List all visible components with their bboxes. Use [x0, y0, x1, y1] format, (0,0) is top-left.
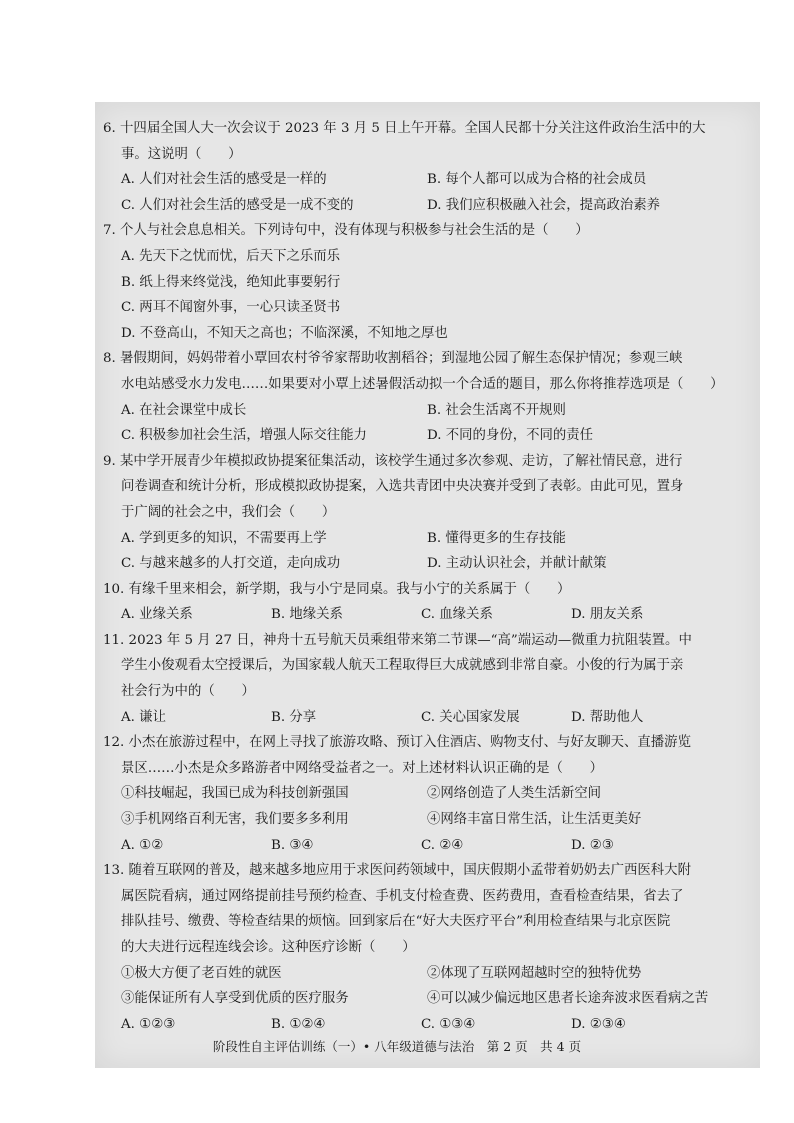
- option-c: C. ②④: [421, 837, 464, 853]
- question-stem-line: 9. 某中学开展青少年模拟政协提案征集活动，该校学生通过多次参观、走访，了解社情民意，进行: [103, 453, 683, 469]
- option-d: D. 帮助他人: [571, 709, 644, 725]
- option-b: B. ③④: [271, 837, 314, 853]
- statements-row: [103, 961, 758, 987]
- question-11: [103, 628, 758, 730]
- question-stem-line: 水电站感受水力发电……如果要对小覃上述暑假活动拟一个合适的题目，那么你将推荐选项是（ ）: [121, 376, 724, 392]
- statement-2: ②网络创造了人类生活新空间: [427, 786, 602, 802]
- statement-4: ④网络丰富日常生活，让生活更美好: [427, 812, 642, 828]
- option-d: D. ②③④: [571, 1016, 626, 1032]
- statements-row: [103, 781, 758, 807]
- question-10: [103, 577, 758, 628]
- question-stem-line: 7. 个人与社会息息相关。下列诗句中，没有体现与积极参与社会生活的是（ ）: [103, 223, 589, 239]
- statements-row: [103, 807, 758, 833]
- option-d: D. 主动认识社会，并献计献策: [427, 556, 607, 572]
- options-row: [103, 526, 758, 552]
- option-b: B. 每个人都可以成为合格的社会成员: [427, 172, 647, 188]
- option-b: B. 分享: [271, 709, 317, 725]
- question-stem-line: 景区……小杰是众多路游者中网络受益者之一。对上述材料认识正确的是（ ）: [121, 760, 604, 776]
- question-8: [103, 346, 758, 448]
- question-stem-line: 于广阔的社会之中，我们会（ ）: [121, 504, 336, 520]
- option-c: C. 关心国家发展: [421, 709, 520, 725]
- question-stem-line: 属医院看病，通过网络提前挂号预约检查、手机支付检查费、医药费用，查看检查结果，省去了: [121, 888, 684, 904]
- option-c: C. 人们对社会生活的感受是一成不变的: [121, 197, 354, 213]
- question-stem-line: 8. 暑假期间，妈妈带着小覃回农村爷爷家帮助收割稻谷；到湿地公园了解生态保护情况；参观三峡: [103, 351, 683, 367]
- question-stem-line: 13. 随着互联网的普及，越来越多地应用于求医问药领域中，国庆假期小孟带着奶奶去广西医科大附: [103, 863, 691, 879]
- question-stem-line: 6. 十四届全国人大一次会议于 2023 年 3 月 5 日上午开幕。全国人民都十分关注这件政治生活中的大: [103, 121, 706, 136]
- option-b: B. 纸上得来终觉浅，绝知此事要躬行: [121, 274, 341, 290]
- statement-1: ①科技崛起，我国已成为科技创新强国: [121, 786, 349, 802]
- option-b: B. 社会生活离不开规则: [427, 402, 566, 418]
- question-7: [103, 218, 758, 346]
- question-stem-line: 11. 2023 年 5 月 27 日，神舟十五号航天员乘组带来第二节课—“高”端运动—微重力抗阻装置。中: [103, 632, 692, 648]
- statement-3: ③手机网络百利无害，我们要多多利用: [121, 812, 349, 828]
- question-stem-line: 的大夫进行远程连线会诊。这种医疗诊断（ ）: [121, 940, 416, 955]
- option-a: A. 学到更多的知识，不需要再上学: [121, 530, 327, 546]
- options-row: [103, 833, 758, 859]
- statement-4: ④可以减少偏远地区患者长途奔波求医看病之苦: [427, 991, 709, 1007]
- option-b: B. 地缘关系: [271, 607, 343, 623]
- options-row: [103, 423, 758, 449]
- question-9: [103, 449, 758, 577]
- options-row: [103, 193, 758, 219]
- options-row: [103, 398, 758, 424]
- option-c: C. 血缘关系: [421, 607, 493, 623]
- options-row: [103, 705, 758, 731]
- option-c: C. 积极参加社会生活，增强人际交往能力: [121, 428, 367, 444]
- option-d: D. 不登高山，不知天之高也；不临深溪，不知地之厚也: [121, 325, 448, 341]
- option-d: D. 我们应积极融入社会，提高政治素养: [427, 197, 661, 213]
- option-c: C. 两耳不闻窗外事，一心只读圣贤书: [121, 300, 341, 316]
- statements-row: [103, 986, 758, 1012]
- question-stem-line: 社会行为中的（ ）: [121, 684, 255, 700]
- question-stem-line: 排队挂号、缴费、等检查结果的烦恼。回到家后在“好大夫医疗平台”利用检查结果与北京医院: [121, 914, 671, 930]
- question-list: [103, 116, 758, 1037]
- statement-1: ①极大方便了老百姓的就医: [121, 965, 282, 981]
- option-c: C. ①③④: [421, 1016, 476, 1032]
- option-b: B. ①②④: [271, 1016, 326, 1032]
- option-d: D. ②③: [571, 837, 614, 853]
- options-row: [103, 167, 758, 193]
- option-c: C. 与越来越多的人打交道，走向成功: [121, 556, 341, 572]
- option-a: A. ①②: [121, 837, 164, 853]
- statement-3: ③能保证所有人享受到优质的医疗服务: [121, 991, 349, 1007]
- option-a: A. 先天下之忧而忧，后天下之乐而乐: [121, 248, 341, 264]
- option-a: A. 业缘关系: [121, 607, 193, 623]
- question-13: [103, 858, 758, 1037]
- question-stem-line: 10. 有缘千里来相会，新学期，我与小宁是同桌。我与小宁的关系属于（ ）: [103, 581, 571, 597]
- options-row: [103, 602, 758, 628]
- option-d: D. 不同的身份，不同的责任: [427, 428, 594, 444]
- question-6: [103, 116, 758, 218]
- option-a: A. 在社会课堂中成长: [121, 402, 247, 418]
- option-b: B. 懂得更多的生存技能: [427, 530, 566, 546]
- question-stem-line: 问卷调查和统计分析，形成模拟政协提案，入选共青团中央决赛并受到了表彰。由此可见，置身: [121, 479, 684, 495]
- question-stem-line: 事。这说明（ ）: [121, 146, 242, 162]
- option-a: A. ①②③: [121, 1016, 176, 1032]
- page-footer: 阶段性自主评估训练（一）• 八年级道德与法治 第 2 页 共 4 页: [212, 1039, 582, 1054]
- option-d: D. 朋友关系: [571, 607, 644, 623]
- statement-2: ②体现了互联网超越时空的独特优势: [427, 965, 642, 981]
- options-row: [103, 551, 758, 577]
- question-12: [103, 730, 758, 858]
- question-stem-line: 12. 小杰在旅游过程中，在网上寻找了旅游攻略、预订入住酒店、购物支付、与好友聊天、直播游览: [103, 735, 691, 751]
- question-stem-line: 学生小俊观看太空授课后，为国家载人航天工程取得巨大成就感到非常自豪。小俊的行为属于亲: [121, 658, 684, 674]
- option-a: A. 人们对社会生活的感受是一样的: [121, 172, 327, 188]
- option-a: A. 谦让: [121, 709, 166, 725]
- options-row: [103, 1012, 758, 1038]
